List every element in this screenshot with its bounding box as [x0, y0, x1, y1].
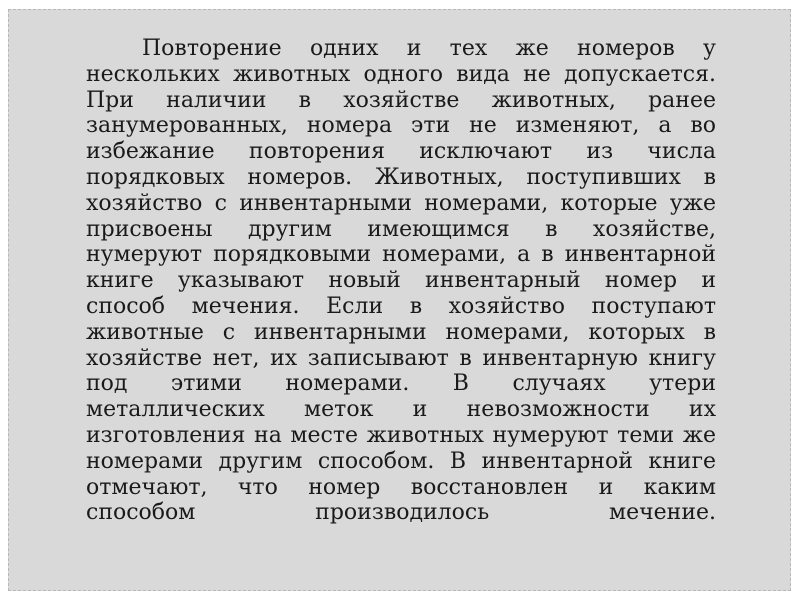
body-paragraph: Повторение одних и тех же номеров у нескольких животных одного вида не допускается. При наличии в хозяйстве животных, ранее занумерованных, номера эти не изменяют, а во избежание повторения исключают из числа порядковых номеров. Животных, поступивших в хозяйство с инвентарными номерами, которые уже присвоены другим имеющимся в хозяйстве, нумеруют порядковыми номерами, а в инвентарной книге указывают новый инвентарный номер и способ мечения. Если в хозяйство поступают животные с инвентарными номерами, которых в хозяйстве нет, их записывают в инвентарную книгу под этими номерами. В случаях утери металлических меток и невозможности их изготовления на месте животных нумеруют теми же номерами другим способом. В инвентарной книге отмечают, что номер восстановлен и каким способом производилось мечение. — [86, 36, 716, 526]
slide-panel — [8, 9, 791, 591]
